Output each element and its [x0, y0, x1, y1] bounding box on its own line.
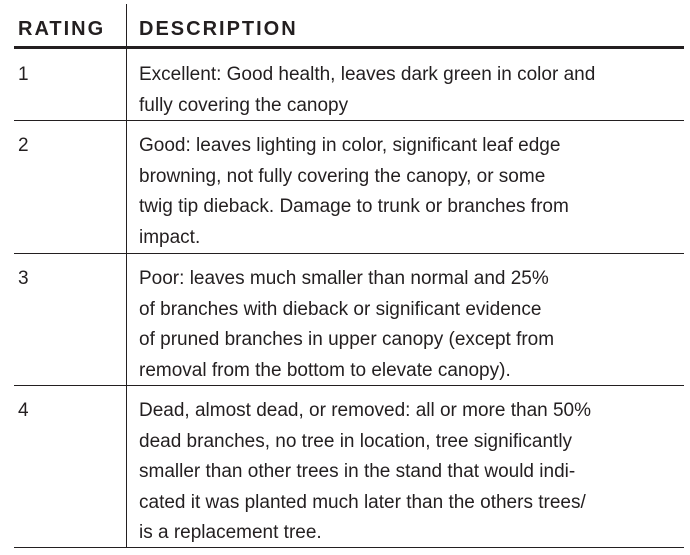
rating-value: 4: [18, 400, 29, 421]
rating-value: 3: [18, 268, 29, 289]
rating-description: Excellent: Good health, leaves dark green in color and fully covering the canopy: [139, 64, 596, 116]
header-rating: RATING: [18, 18, 106, 40]
rating-value: 2: [18, 135, 29, 156]
rating-description: Poor: leaves much smaller than normal and 25% of branches with dieback or significant evidence of pruned branches in upper canopy (except from removal from the bottom to elevate canopy).: [139, 268, 555, 381]
table-row: [0, 50, 690, 120]
header-rule: [14, 46, 684, 49]
header-description: DESCRIPTION: [139, 18, 298, 40]
rating-description: Good: leaves lighting in color, significant leaf edge browning, not fully covering the canopy, or some twig tip dieback. Damage to trunk or branches from impact.: [139, 135, 569, 248]
table-row: [0, 121, 690, 252]
table-row: [0, 386, 690, 546]
table-bottom-rule: [14, 547, 684, 548]
table-row: [0, 254, 690, 385]
rating-value: 1: [18, 64, 29, 85]
table-header: [0, 0, 690, 48]
rating-description: Dead, almost dead, or removed: all or more than 50% dead branches, no tree in location, tree significantly smaller than other trees in the stand that would indi- cated it was planted much later than the others trees/ is a replacement tree.: [139, 400, 592, 543]
